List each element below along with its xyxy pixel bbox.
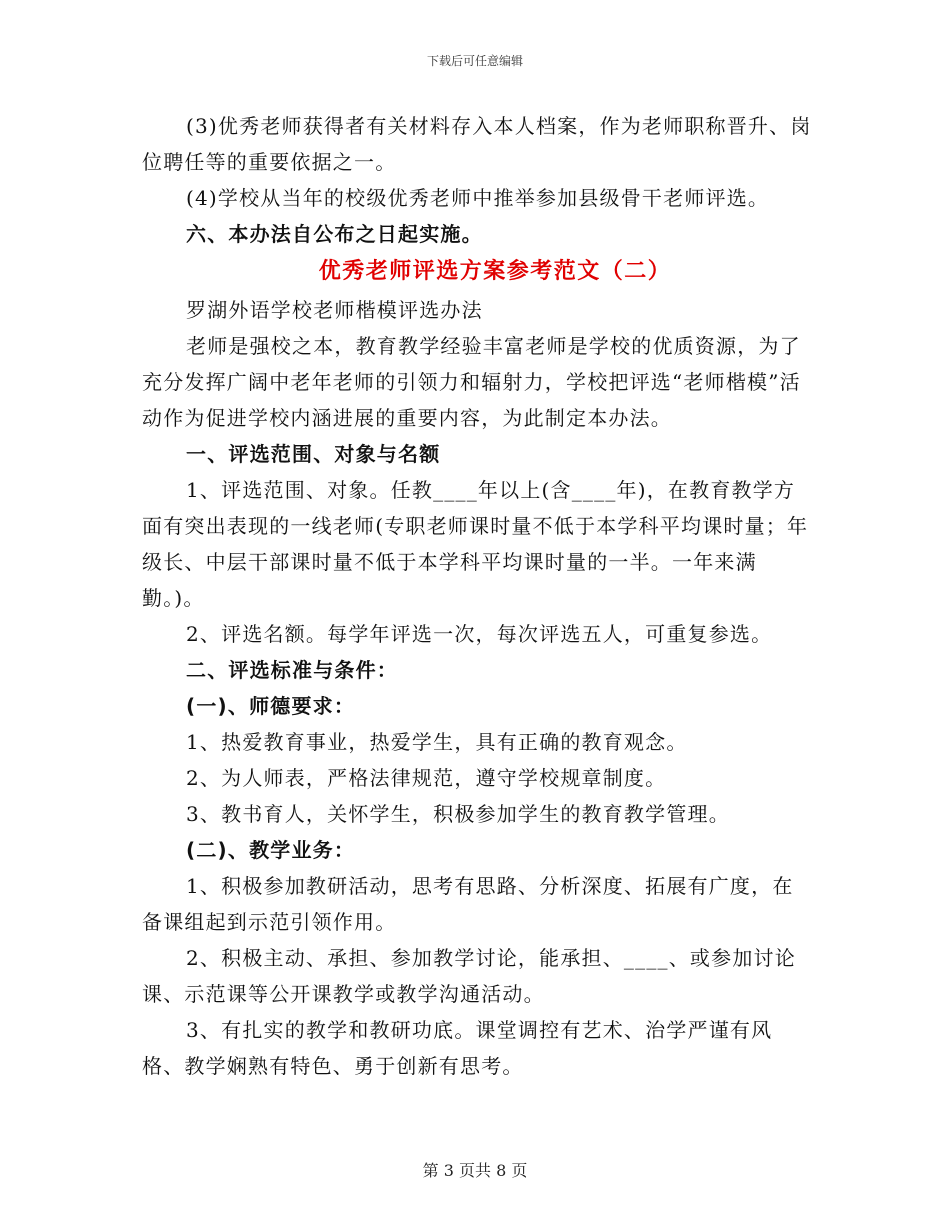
subsection-heading-ethics: (一)、师德要求： xyxy=(186,694,356,718)
paragraph-intro: 老师是强校之本，教育教学经验丰富老师是学校的优质资源，为了充分发挥广阔中老年老师的引领力和辐射力，学校把评选“老师楷模”活动作为促进学校内涵进展的重要内容，为此制定本办法。 xyxy=(142,334,801,430)
subsection-heading-teaching: (二)、教学业务： xyxy=(186,838,356,862)
paragraph-ethics-1: 1、热爱教育事业，热爱学生，具有正确的教育观念。 xyxy=(186,730,688,754)
section-heading-criteria: 二、评选标准与条件： xyxy=(186,658,398,682)
paragraph-teaching-1: 1、积极参加教研活动，思考有思路、分析深度、拓展有广度，在备课组起到示范引领作用。 xyxy=(142,874,794,934)
page-header-note: 下载后可任意编辑 xyxy=(426,54,523,68)
document-title: 优秀老师评选方案参考范文（二） xyxy=(318,259,672,284)
paragraph-ethics-3: 3、教书育人，关怀学生，积极参加学生的教育教学管理。 xyxy=(186,802,730,826)
paragraph-county-selection: (4)学校从当年的校级优秀老师中推举参加县级骨干老师评选。 xyxy=(186,186,770,210)
paragraph-scope-target: 1、评选范围、对象。任教____年以上(含____年)，在教育教学方面有突出表现的一线老师(专职老师课时量不低于本学科平均课时量；年级长、中层干部课时量不低于本学科平均课时量的一半。一年来满勤。)。 xyxy=(142,478,809,610)
page-footer: 第 3 页共 8 页 xyxy=(422,1161,528,1180)
section-heading-scope: 一、评选范围、对象与名额 xyxy=(186,442,441,466)
paragraph-teaching-3: 3、有扎实的教学和教研功底。课堂调控有艺术、治学严谨有风格、教学娴熟有特色、勇于创新有思考。 xyxy=(142,1018,773,1078)
paragraph-archive-note: (3)优秀老师获得者有关材料存入本人档案，作为老师职称晋升、岗位聘任等的重要依据之一。 xyxy=(142,114,812,174)
subtitle-school-method: 罗湖外语学校老师楷模评选办法 xyxy=(186,298,483,322)
document-body xyxy=(142,108,812,1084)
section-heading-effective: 六、本办法自公布之日起实施。 xyxy=(186,222,483,246)
paragraph-quota: 2、评选名额。每学年评选一次，每次评选五人，可重复参选。 xyxy=(186,622,773,646)
paragraph-teaching-2: 2、积极主动、承担、参加教学讨论，能承担、____、或参加讨论课、示范课等公开课教学或教学沟通活动。 xyxy=(142,946,796,1006)
paragraph-ethics-2: 2、为人师表，严格法律规范，遵守学校规章制度。 xyxy=(186,766,667,790)
